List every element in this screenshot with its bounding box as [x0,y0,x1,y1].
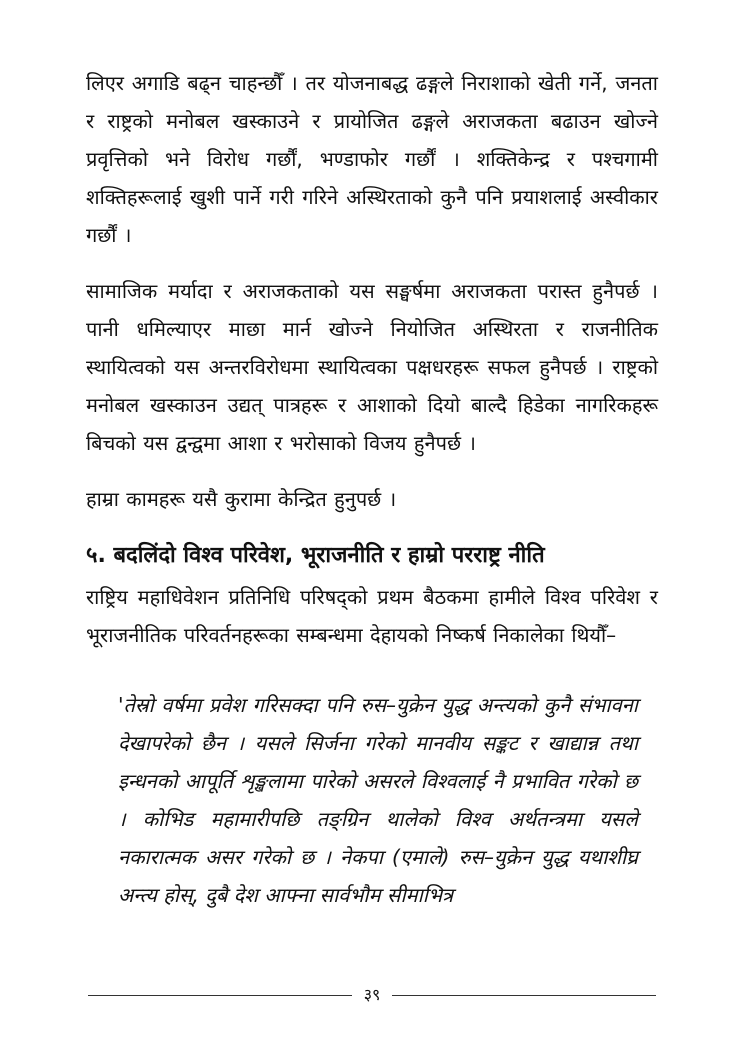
page-footer [88,980,656,1010]
page-number: ३९ [363,985,381,1004]
paragraph-2: सामाजिक मर्यादा र अराजकताको यस सङ्घर्षमा अराजकता परास्त हुनैपर्छ । पानी धमिल्याएर माछा मार्न खोज्ने नियोजित अस्थिरता र राजनीतिक स्थायित्वको यस अन्तरविरोधमा स्थायित्वका पक्षधरहरू सफल हुनैपर्छ । राष्ट्रको मनोबल खस्काउन उद्यत् पात्रहरू र आशाको दियो बाल्दै हिडेका नागरिकहरू बिचको यस द्वन्द्वमा आशा र भरोसाको विजय हुनैपर्छ । [86,279,658,455]
quote-block: 'तेस्रो वर्षमा प्रवेश गरिसक्दा पनि रुस–युक्रेन युद्ध अन्त्यको कुनै संभावना देखापरेको छैन । यसले सिर्जना गरेको मानवीय सङ्कट र खाद्यान्न तथा इन्धनको आपूर्ति शृङ्खलामा पारेको असरले विश्वलाई नै प्रभावित गरेको छ । कोभिड महामारीपछि तङ्ग्रिन थालेको विश्व अर्थतन्त्रमा यसले नकारात्मक असर गरेको छ । नेकपा (एमाले) रुस–युक्रेन युद्ध यथाशीघ्र अन्त्य होस्, दुबै देश आफ्ना सार्वभौम सीमाभित्र [118,693,638,907]
section-heading: ५. बदलिंदो विश्व परिवेश, भूराजनीति र हाम्रो परराष्ट्र नीति [86,543,545,568]
footer-rule-left [88,995,352,996]
page-body [86,64,658,914]
paragraph-4: राष्ट्रिय महाधिवेशन प्रतिनिधि परिषद्को प्रथम बैठकमा हामीले विश्व परिवेश र भूराजनीतिक परिवर्तनहरूका सम्बन्धमा देहायको निष्कर्ष निकालेका थियौँ– [86,585,658,647]
paragraph-3: हाम्रा कामहरू यसै कुरामा केन्द्रित हुनुपर्छ । [86,487,397,511]
footer-rule-right [392,995,656,996]
paragraph-1: लिएर अगाडि बढ्न चाहन्छौँ । तर योजनाबद्ध ढङ्गले निराशाको खेती गर्ने, जनता र राष्ट्रको मनोबल खस्काउने र प्रायोजित ढङ्गले अराजकता बढाउन खोज्ने प्रवृत्तिको भने विरोध गर्छौं, भण्डाफोर गर्छौं । शक्तिकेन्द्र र पश्चगामी शक्तिहरूलाई खुशी पार्ने गरी गरिने अस्थिरताको कुनै पनि प्रयाशलाई अस्वीकार गर्छौं । [86,71,658,247]
